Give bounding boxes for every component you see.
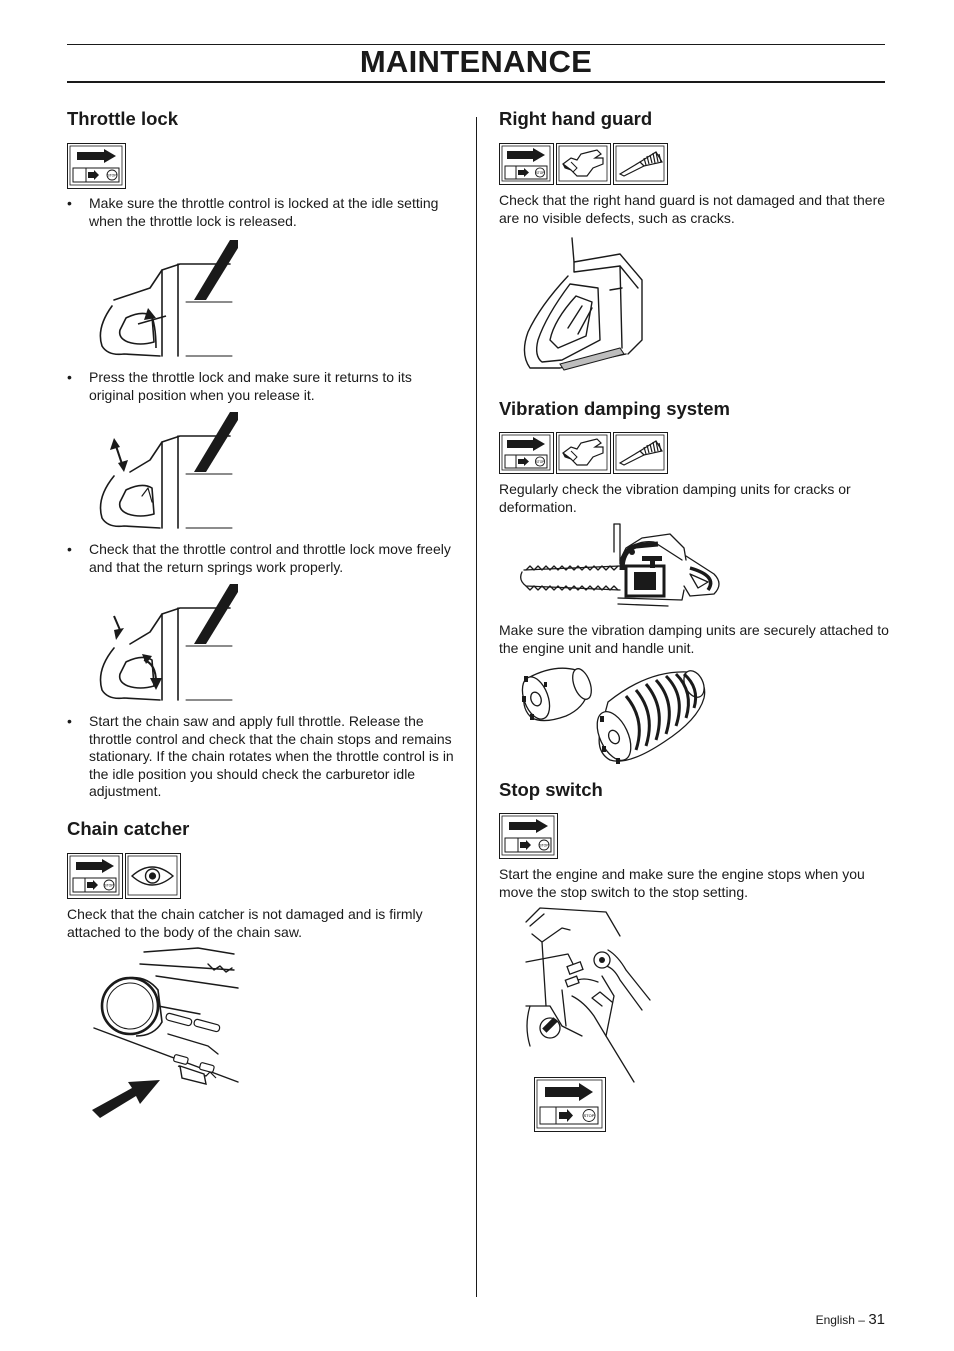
wrench-stop-icon [499, 813, 558, 859]
throttle-springs-illustration [90, 582, 240, 704]
stop-switch-illustration [522, 906, 656, 1086]
throttle-lock-press-illustration [90, 410, 240, 532]
stop-label: STOP [535, 460, 545, 464]
footer-language: English [815, 1313, 855, 1327]
right-hand-guard-heading: Right hand guard [499, 108, 653, 129]
glove-icon [556, 143, 611, 185]
throttle-lock-heading: Throttle lock [67, 108, 179, 129]
wrench-stop-icon [499, 432, 554, 474]
wrench-stop-icon [534, 1077, 606, 1132]
throttle-lock-released-illustration [90, 238, 240, 358]
stop-switch-text: Start the engine and make sure the engine stops when you move the stop switch to the stop setting. [499, 866, 865, 900]
chain-catcher-heading: Chain catcher [67, 818, 190, 839]
stop-label: STOP [583, 1113, 595, 1119]
eye-icon [125, 853, 181, 899]
vibration-damping-text-1: Regularly check the vibration damping units for cracks or deformation. [499, 481, 851, 515]
wrench-stop-icon [67, 853, 123, 899]
stop-label: STOP [535, 171, 545, 175]
bullet-text: Press the throttle lock and make sure it returns to its original position when you release it. [89, 369, 412, 403]
right-hand-guard-illustration [520, 236, 644, 376]
damping-units-illustration [518, 662, 710, 770]
stop-switch-heading: Stop switch [499, 779, 603, 800]
chain-catcher-text: Check that the chain catcher is not damaged and is firmly attached to the body of the chain saw. [67, 906, 423, 940]
page-footer [816, 1311, 885, 1328]
glove-icon [556, 432, 611, 474]
brush-icon [613, 143, 668, 185]
right-hand-guard-text: Check that the right hand guard is not damaged and that there are no visible defects, such as cracks. [499, 192, 886, 226]
brush-icon [613, 432, 668, 474]
chainsaw-vibration-illustration [518, 520, 722, 612]
bullet-text: Check that the throttle control and throttle lock move freely and that the return springs work properly. [89, 541, 451, 575]
wrench-stop-icon [67, 143, 126, 189]
page-number: 31 [868, 1311, 885, 1328]
vibration-damping-text-2: Make sure the vibration damping units are securely attached to the engine unit and handle unit. [499, 622, 889, 656]
column-divider [476, 117, 477, 1297]
header-bottom-rule [67, 81, 885, 83]
stop-label: STOP [539, 843, 549, 848]
stop-label: STOP [104, 883, 114, 888]
footer-separator: – [858, 1313, 865, 1327]
bullet-text: Make sure the throttle control is locked at the idle setting when the throttle lock is released. [89, 195, 439, 229]
bullet-text: Start the chain saw and apply full throttle. Release the throttle control and check that the chain stops and remains stationary. If the chain rotates when the throttle control is in the idle position you should check the carburetor idle adjustment. [89, 713, 454, 799]
vibration-damping-heading: Vibration damping system [499, 398, 730, 419]
wrench-stop-icon [499, 143, 554, 185]
page-title: MAINTENANCE [359, 44, 593, 79]
stop-label: STOP [107, 173, 117, 178]
chain-catcher-illustration [88, 946, 250, 1121]
